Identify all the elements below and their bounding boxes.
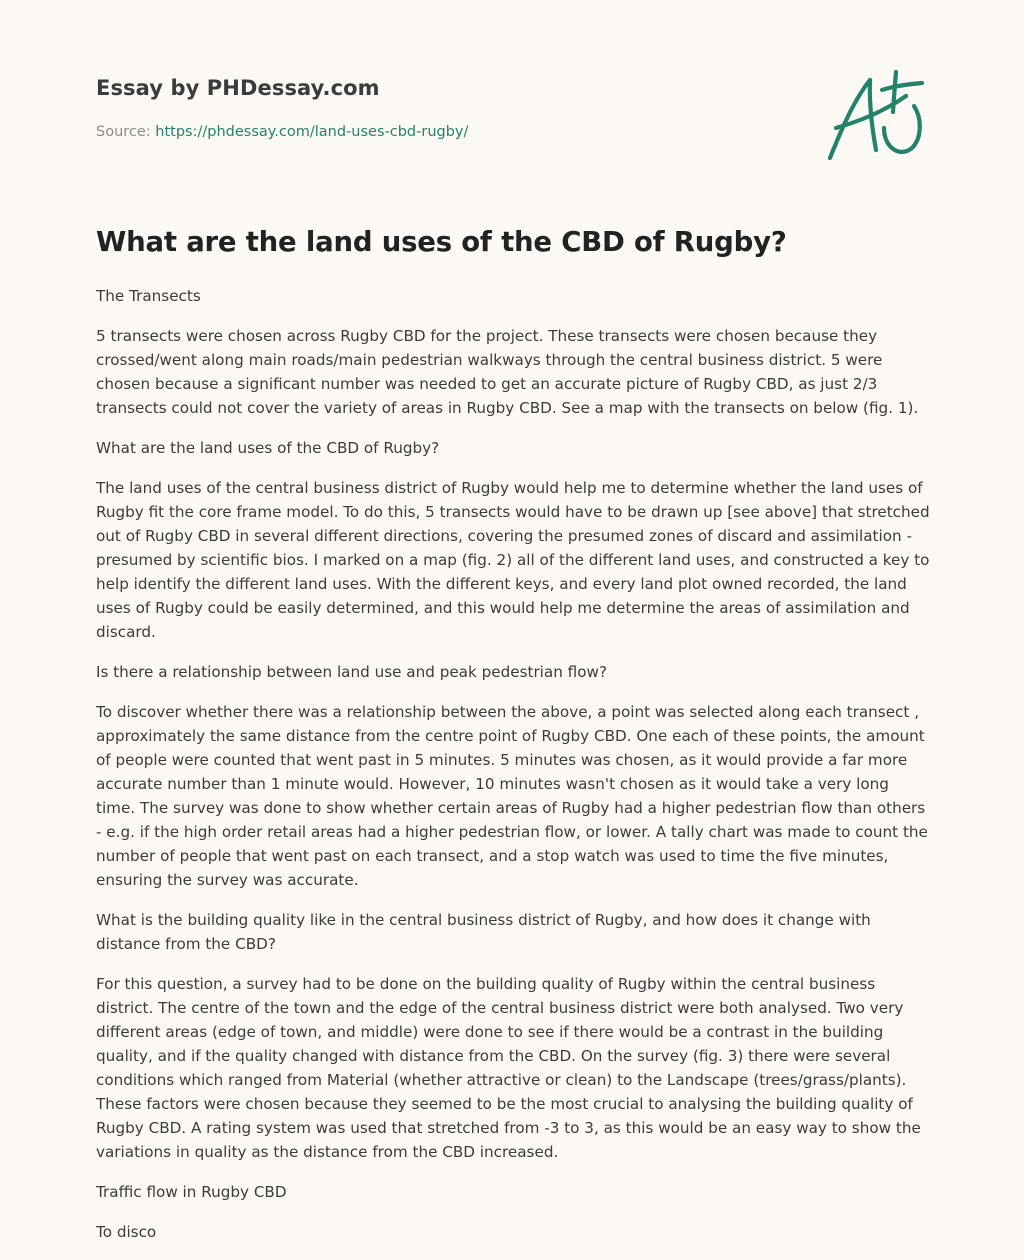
paragraph: To discover whether there was a relationship between the above, a point was selected along each transect , approximately the same distance from the centre point of Rugby CBD. One each of these points, the amount of people were counted that went past in 5 minutes. 5 minutes was chosen, as it would provide a far more accurate number than 1 minute would. However, 10 minutes wasn't chosen as it would take a very long time. The survey was done to show whether certain areas of Rugby had a higher pedestrian flow than others - e.g. if the high order retail areas had a higher pedestrian flow, or lower. A tally chart was made to count the number of people that went past on each transect, and a stop watch was used to time the five minutes, ensuring the survey was accurate. <box>96 703 928 889</box>
paragraph: What are the land uses of the CBD of Rugby? <box>96 439 440 457</box>
source-label: Source: <box>96 124 156 140</box>
page-title: What are the land uses of the CBD of Rugby? <box>96 226 787 258</box>
paragraph: The land uses of the central business district of Rugby would help me to determine whether the land uses of Rugby fit the core frame model. To do this, 5 transects would have to be drawn up [see above] that stretched out of Rugby CBD in several different directions, covering the presumed zones of discard and assimilation - presumed by scientific bios. I marked on a map (fig. 2) all of the different land uses, and constructed a key to help identify the different land uses. With the different keys, and every land plot owned recorded, the land uses of Rugby could be easily determined, and this would help me determine the areas of assimilation and discard. <box>96 479 930 641</box>
paragraph: The Transects <box>96 287 201 305</box>
site-brand: Essay by PHDessay.com <box>96 76 380 100</box>
paragraph: Is there a relationship between land use and peak pedestrian flow? <box>96 663 608 681</box>
paragraph: To disco <box>96 1223 157 1241</box>
source-link[interactable]: https://phdessay.com/land-uses-cbd-rugby/ <box>155 124 469 140</box>
source-line <box>96 124 468 140</box>
essay-body <box>96 284 932 1260</box>
paragraph: What is the building quality like in the central business district of Rugby, and how does it change with distance from the CBD? <box>96 911 871 953</box>
paragraph: For this question, a survey had to be done on the building quality of Rugby within the central business district. The centre of the town and the edge of the central business district were both analysed. Two very different areas (edge of town, and middle) were done to see if there would be a contrast in the building quality, and if the quality changed with distance from the CBD. On the survey (fig. 3) there were several conditions which ranged from Material (whether attractive or clean) to the Landscape (trees/grass/plants). These factors were chosen because they seemed to be the most crucial to analysing the building quality of Rugby CBD. A rating system was used that stretched from -3 to 3, as this would be an easy way to show the variations in quality as the distance from the CBD increased. <box>96 975 921 1161</box>
a-plus-logo-icon <box>822 66 930 166</box>
paragraph: 5 transects were chosen across Rugby CBD for the project. These transects were chosen because they crossed/went along main roads/main pedestrian walkways through the central business district. 5 were chosen because a significant number was needed to get an accurate picture of Rugby CBD, as just 2/3 transects could not cover the variety of areas in Rugby CBD. See a map with the transects on below (fig. 1). <box>96 327 919 417</box>
paragraph: Traffic flow in Rugby CBD <box>96 1183 287 1201</box>
